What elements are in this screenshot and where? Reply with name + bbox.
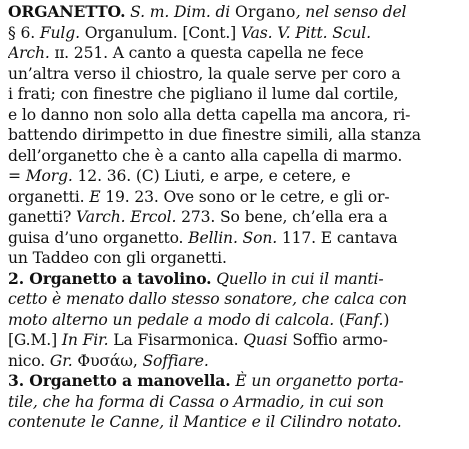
entry-line xyxy=(8,166,461,187)
entry-line xyxy=(8,248,461,269)
entry-line xyxy=(8,43,461,64)
text-run: e lo danno non solo alla detta capella ma ancora, ri- xyxy=(8,105,411,124)
text-run: , nel senso del xyxy=(295,3,407,21)
entry-line xyxy=(8,207,461,228)
text-run: guisa d’uno organetto. xyxy=(8,228,189,247)
text-run: E xyxy=(89,187,101,206)
entry-line xyxy=(8,412,461,433)
text-run: i frati; con finestre che pigliano il lume dal cortile, xyxy=(8,85,399,103)
text-run: 19. 23. Ove sono or le cetre, e gli or- xyxy=(100,187,390,206)
entry-line xyxy=(8,351,461,372)
text-run: ɪɪ. 251. A canto a questa capella ne fece xyxy=(49,44,364,62)
entry-line xyxy=(8,371,461,392)
entry-line xyxy=(8,392,461,413)
text-run: cetto è menato dallo stesso sonatore, che calca con xyxy=(8,290,407,308)
text-run: Soffiare. xyxy=(142,351,209,370)
text-run: ORGANETTO. xyxy=(8,2,126,21)
text-run: contenute le Canne, il Mantice e il Cilindro notato. xyxy=(8,413,402,431)
text-run: Organulum. [Cont.] xyxy=(79,23,241,42)
entry-line xyxy=(8,2,461,23)
text-run: Arch. xyxy=(8,44,50,62)
text-run: § 6. xyxy=(8,23,40,42)
entry-line xyxy=(8,64,461,85)
entry-line xyxy=(8,269,461,290)
text-run: Fanf. xyxy=(344,310,384,329)
text-run: = xyxy=(8,167,26,185)
text-run: Quello in cui il manti- xyxy=(211,269,384,288)
text-run: 273. So bene, ch’ella era a xyxy=(176,208,388,226)
text-run: Morg. xyxy=(25,167,73,185)
text-run: La Fisarmonica. xyxy=(108,331,244,349)
text-run: dell’organetto che è a canto alla capella di marmo. xyxy=(8,146,403,165)
text-run: Soffio armo- xyxy=(287,331,388,349)
text-run: moto alterno un pedale a modo di calcola. xyxy=(8,310,335,329)
text-run: battendo dirimpetto in due finestre simili, alla stanza xyxy=(8,126,421,144)
text-run: Bellin. Son. xyxy=(188,228,278,247)
text-run: [G.M.] xyxy=(8,331,62,349)
text-run: In Fir. xyxy=(61,331,109,349)
entry-line xyxy=(8,125,461,146)
text-run: 117. E cantava xyxy=(277,228,398,247)
entry-line xyxy=(8,105,461,126)
text-run: Fulg. xyxy=(39,23,80,42)
text-run: ( xyxy=(334,310,345,329)
text-run: ganetti? xyxy=(8,208,77,226)
text-run: 2. Organetto a tavolino. xyxy=(8,268,212,288)
text-run: Quasi xyxy=(243,331,288,349)
text-run: 3. Organetto a manovella. xyxy=(8,371,231,390)
text-run: ) xyxy=(383,310,390,329)
entry-line xyxy=(8,187,461,208)
text-run: Vas. V. Pitt. Scul. xyxy=(240,23,371,42)
text-run: È un organetto porta- xyxy=(230,372,404,390)
text-run: un Taddeo con gli organetti. xyxy=(8,249,227,267)
text-run: Gr. xyxy=(49,351,73,370)
entry-line xyxy=(8,146,461,167)
text-run: tile, che ha forma di Cassa o Armadio, in cui son xyxy=(8,392,384,411)
text-run: S. m. Dim. di xyxy=(125,3,235,21)
entry-line xyxy=(8,84,461,105)
text-run: Organo xyxy=(234,3,296,21)
entry-line xyxy=(8,228,461,249)
entry-line xyxy=(8,330,461,351)
text-run: organetti. xyxy=(8,187,90,206)
text-run: nico. xyxy=(8,351,50,370)
entry-line xyxy=(8,23,461,44)
text-run: Varch. Ercol. xyxy=(76,208,177,226)
text-run: un’altra verso il chiostro, la quale serve per coro a xyxy=(8,64,401,83)
entry-line xyxy=(8,289,461,310)
entry-line xyxy=(8,310,461,331)
text-run: 12. 36. (C) Liuti, e arpe, e cetere, e xyxy=(72,167,351,185)
text-run: Φυσάω, xyxy=(72,351,143,370)
